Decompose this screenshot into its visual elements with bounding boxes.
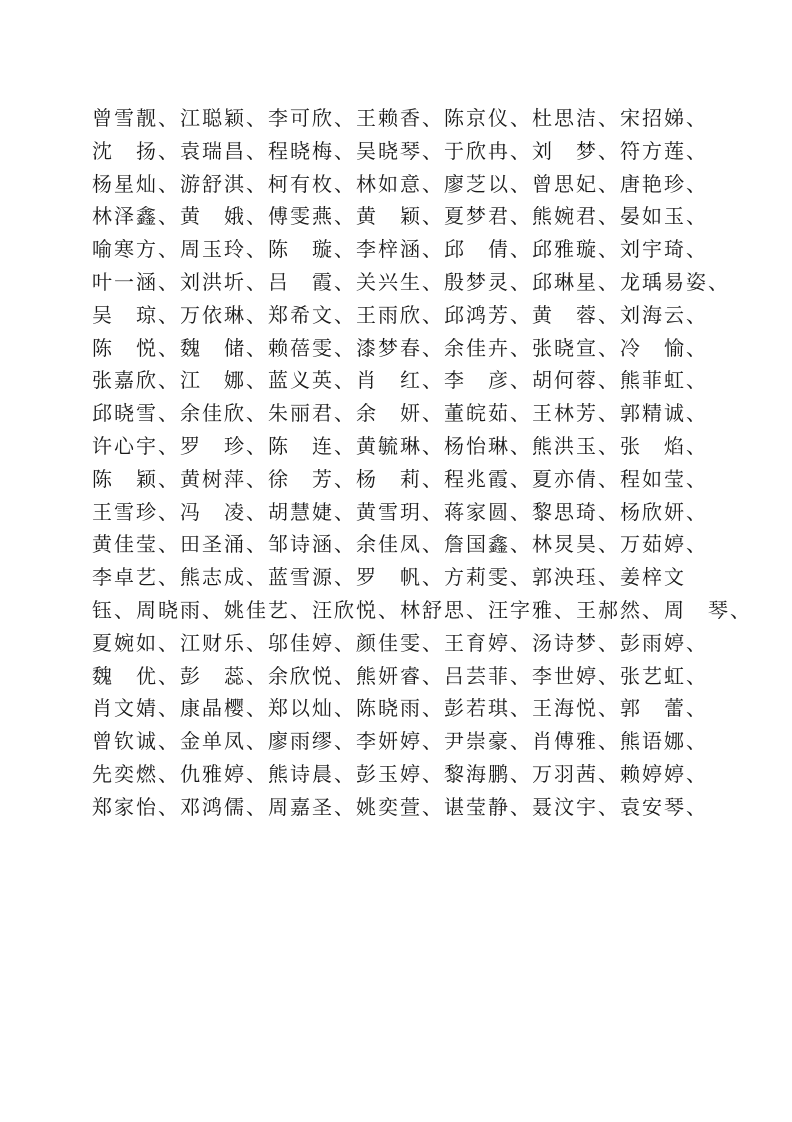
name-line: 张嘉欣、江 娜、蓝义英、肖 红、李 彦、胡何蓉、熊菲虹、 (92, 368, 708, 393)
name-line: 邱晓雪、余佳欣、朱丽君、余 妍、董皖茹、王林芳、郭精诚、 (92, 401, 708, 426)
name-line: 先奕燃、仇雅婷、熊诗晨、彭玉婷、黎海鹏、万羽茜、赖婷婷、 (92, 761, 708, 786)
name-line: 李卓艺、熊志成、蓝雪源、罗 帆、方莉雯、郭泱珏、姜梓文 (92, 565, 686, 590)
name-line: 叶一涵、刘洪圻、吕 霞、关兴生、殷梦灵、邱琳星、龙瑀易姿、 (92, 269, 730, 294)
name-line: 陈 颖、黄树萍、徐 芳、杨 莉、程兆霞、夏亦倩、程如莹、 (92, 466, 708, 491)
name-line: 曾雪靓、江聪颖、李可欣、王赖香、陈京仪、杜思洁、宋招娣、 (92, 106, 708, 130)
name-line: 夏婉如、江财乐、邬佳婷、颜佳雯、王育婷、汤诗梦、彭雨婷、 (92, 630, 708, 655)
name-line: 许心宇、罗 珍、陈 连、黄毓琳、杨怡琳、熊洪玉、张 焰、 (92, 433, 708, 458)
name-line: 杨星灿、游舒淇、柯有枚、林如意、廖芝以、曾思妃、唐艳珍、 (92, 171, 708, 196)
name-line: 魏 优、彭 蕊、余欣悦、熊妍睿、吕芸菲、李世婷、张艺虹、 (92, 663, 708, 688)
name-line: 曾钦诚、金单凤、廖雨缪、李妍婷、尹崇豪、肖傅雅、熊语娜、 (92, 729, 708, 754)
name-line: 喻寒方、周玉玲、陈 璇、李梓涵、邱 倩、邱雅璇、刘宇琦、 (92, 237, 708, 262)
name-line: 王雪珍、冯 凌、胡慧婕、黄雪玥、蒋家圆、黎思琦、杨欣妍、 (92, 499, 708, 524)
name-list (92, 102, 752, 824)
name-line: 钰、周晓雨、姚佳艺、汪欣悦、林舒思、汪字雅、王郝然、周 琴、 (92, 597, 752, 622)
name-line: 吴 琼、万依琳、郑希文、王雨欣、邱鸿芳、黄 蓉、刘海云、 (92, 302, 708, 327)
name-line: 郑家怡、邓鸿儒、周嘉圣、姚奕萱、谌莹静、聂汶宇、袁安琴、 (92, 794, 708, 819)
name-line: 黄佳莹、田圣涌、邹诗涵、余佳凤、詹国鑫、林炅昊、万茹婷、 (92, 532, 708, 557)
name-line: 肖文婧、康晶樱、郑以灿、陈晓雨、彭若琪、王海悦、郭 蕾、 (92, 696, 708, 721)
name-line: 陈 悦、魏 储、赖蓓雯、漆梦春、余佳卉、张晓宣、冷 愉、 (92, 335, 708, 360)
name-line: 林泽鑫、黄 娥、傅雯燕、黄 颖、夏梦君、熊婉君、晏如玉、 (92, 204, 708, 229)
name-line: 沈 扬、袁瑞昌、程晓梅、吴晓琴、于欣冉、刘 梦、符方莲、 (92, 138, 708, 163)
